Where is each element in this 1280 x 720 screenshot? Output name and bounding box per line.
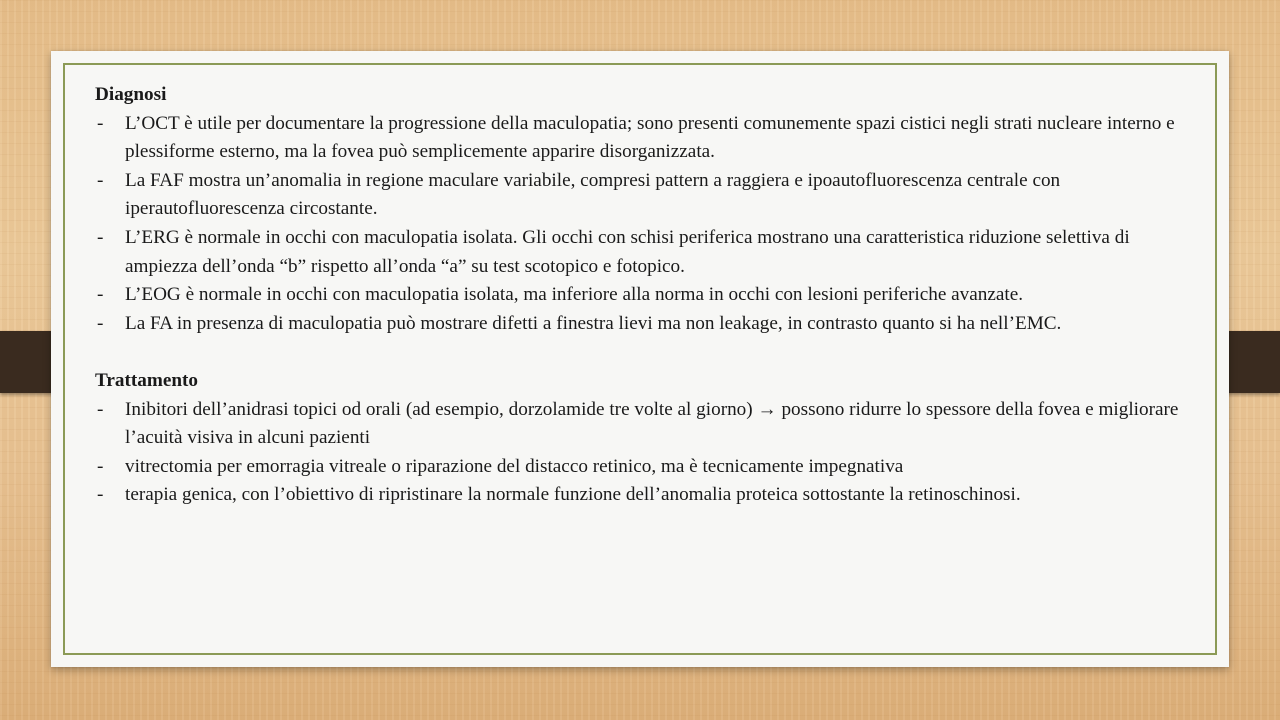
list-item-text: L’EOG è normale in occhi con maculopatia isolata, ma inferiore alla norma in occhi con lesioni periferiche avanzate.: [125, 284, 1024, 306]
bullet-list: [95, 110, 1185, 339]
section-heading: Trattamento: [95, 369, 199, 391]
list-item-text: terapia genica, con l’obiettivo di ripristinare la normale funzione dell’anomalia proteica sottostante la retinoschinosi.: [125, 484, 1021, 506]
bullet-list: [95, 396, 1185, 510]
bullet-dash: -: [97, 284, 104, 306]
bullet-dash: -: [97, 312, 104, 334]
list-item: [95, 224, 1185, 281]
list-item: [95, 453, 1185, 482]
slide-content: [95, 81, 1185, 510]
list-item-text: Inibitori dell’anidrasi topici od orali (ad esempio, dorzolamide tre volte al giorno) → possono ridurre lo spessore della fovea e migliorare l’acuità visiva in alcuni pazienti: [125, 398, 1179, 449]
bullet-dash: -: [97, 226, 104, 248]
slide-card: [51, 51, 1229, 667]
list-item: [95, 281, 1185, 310]
section-trattamento: [95, 367, 1185, 510]
list-item-text: La FAF mostra un’anomalia in regione maculare variabile, compresi pattern a raggiera e ipoautofluorescenza centrale con iperautofluorescenza circostante.: [125, 169, 1061, 220]
bullet-dash: -: [97, 169, 104, 191]
list-item: [95, 167, 1185, 224]
bullet-dash: -: [97, 398, 104, 420]
list-item-text: La FA in presenza di maculopatia può mostrare difetti a finestra lievi ma non leakage, in contrasto quanto si ha nell’EMC.: [125, 312, 1062, 334]
list-item: [95, 310, 1185, 339]
list-item: [95, 481, 1185, 510]
bullet-dash: -: [97, 112, 104, 134]
list-item: [95, 396, 1185, 453]
list-item: [95, 110, 1185, 167]
bullet-dash: -: [97, 484, 104, 506]
bullet-dash: -: [97, 455, 104, 477]
section-diagnosi: [95, 81, 1185, 338]
list-item-text: L’ERG è normale in occhi con maculopatia isolata. Gli occhi con schisi periferica mostrano una caratteristica riduzione selettiva di ampiezza dell’onda “b” rispetto all’onda “a” su test scotopico e fotopico.: [125, 226, 1130, 277]
list-item-text: vitrectomia per emorragia vitreale o riparazione del distacco retinico, ma è tecnicamente impegnativa: [125, 455, 904, 477]
list-item-text: L’OCT è utile per documentare la progressione della maculopatia; sono presenti comunemente spazi cistici negli strati nucleare interno e plessiforme esterno, ma la fovea può semplicemente apparire disorganizzata.: [125, 112, 1175, 163]
section-spacer: [95, 338, 1185, 367]
section-heading: Diagnosi: [95, 84, 167, 105]
